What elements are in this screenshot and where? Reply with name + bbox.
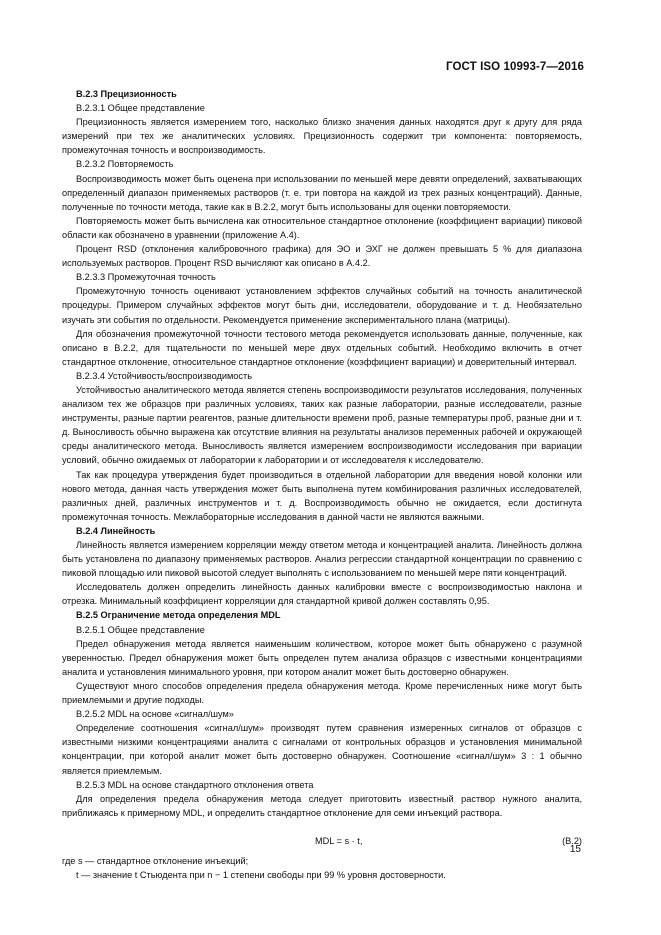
- document-body: [62, 87, 582, 882]
- section-heading: B.2.3 Прецизионность: [76, 89, 177, 99]
- subsection-heading: B.2.3.2 Повторяемость: [76, 159, 174, 170]
- where-clause: t — значение t Стьюдента при n − 1 степени свободы при 99 % уровня достоверности.: [76, 869, 446, 880]
- paragraph: Промежуточную точность оценивают установлением эффектов случайных событий на точность аналитической процедуры. Примером случайных эффектов могут быть дни, исследователи, оборудование и т. д. Необязательно изучать эти события по отдельности. Рекомендуется применение экспериментального плана (матрицы).: [62, 286, 582, 325]
- section-heading: B.2.4 Линейность: [76, 525, 156, 536]
- subsection-heading: B.2.3.4 Устойчивость/воспроизводимость: [76, 370, 252, 381]
- formula: MDL = s · t,: [315, 835, 363, 846]
- page-number: 15: [569, 844, 581, 855]
- paragraph: Воспроизводимость может быть оценена при использовании по меньшей мере девяти определений, захватывающих определенный диапазон применяемых растворов (т. е. три повтора на каждой из трех разных концентраций). Данные, полученные по точности метода, такие как в B.2.2, могут быть использованы для оценки повторяемости.: [62, 173, 582, 212]
- where-clause: где s — стандартное отклонение инъекций;: [62, 855, 249, 866]
- paragraph: Процент RSD (отклонения калибровочного графика) для ЭО и ЭХГ не должен превышать 5 % для диапазона используемых растворов. Процент RSD вычисляют как описано в А.4.2.: [62, 244, 582, 269]
- paragraph: Существуют много способов определения предела обнаружения метода. Кроме перечисленных ниже могут быть приемлемыми и другие подходы.: [62, 680, 582, 706]
- paragraph: Определение соотношения «сигнал/шум» производят путем сравнения измеренных сигналов от образцов с известными низкими концентрациями аналита с сигналами от контрольных образцов и установления минимальной концентрации, при которой аналит может быть достоверно обнаружен. Соотношение «сигнал/шум» 3 : 1 обычно является приемлемым.: [62, 723, 582, 776]
- paragraph: Для определения предела обнаружения метода следует приготовить известный раствор нужного аналита, приближаясь к примерному MDL, и определить стандартное отклонение для семи инъекций раствора.: [62, 793, 582, 818]
- subsection-heading: B.2.3.1 Общее представление: [76, 103, 205, 114]
- paragraph: Устойчивостью аналитического метода является степень воспроизводимости результатов исследования, полученных анализом тех же образцов при различных условиях, таких как разные лаборатории, разные исследователи, разные инструменты, разные партии реагентов, разные длительности времени проб, разные температуры проб, разные дни и т. д. Выносливость обычно выражена как отсутствие влияния на результаты анализов переменных рабочей и окружающей среды аналитического метода. Выносливость является измерением воспроизводимости исследования при вариации условий, обычно ожидаемых от лаборатории к лаборатории и от исследователя к исследователю.: [62, 384, 582, 466]
- formula-row: [62, 830, 582, 854]
- subsection-heading: B.2.3.3 Промежуточная точность: [76, 272, 216, 283]
- paragraph: Прецизионность является измерением того, насколько близко значения данных находятся друг к другу для ряда измерений при тех же аналитических условиях. Прецизионность содержит три компонента: повторяемость, промежуточная точность и воспроизводимость.: [62, 117, 582, 156]
- paragraph: Исследователь должен определить линейность данных калибровки вместе с воспроизводимостью наклона и отрезка. Минимальный коэффициент корреляции для стандартной кривой должен составлять 0,95.: [62, 582, 582, 607]
- paragraph: Для обозначения промежуточной точности тестового метода рекомендуется использовать данные, полученные, как описано в B.2.2, для тщательности по меньшей мере двух отдельных событий. Необходимо включить в отчет стандартное отклонение, относительное стандартное отклонение (коэффициент вариации) и доверительный интервал.: [62, 328, 582, 367]
- subsection-heading: B.2.5.3 MDL на основе стандартного отклонения ответа: [76, 779, 314, 790]
- subsection-heading: B.2.5.1 Общее представление: [76, 624, 205, 635]
- subsection-heading: B.2.5.2 MDL на основе «сигнал/шум»: [76, 709, 234, 720]
- paragraph: Повторяемость может быть вычислена как относительное стандартное отклонение (коэффициент вариации) пиковой области как обозначено в уравнении (приложение А.4).: [62, 215, 582, 240]
- paragraph: Предел обнаружения метода является наименьшим количеством, которое может быть обнаружено с разумной уверенностью. Предел обнаружения может быть определен путем анализа образцов с известными концентрациями аналита и установления минимального уровня, при котором аналит может быть достоверно обнаружен.: [62, 638, 582, 677]
- document-header: ГОСТ ISO 10993-7—2016: [446, 61, 584, 73]
- paragraph: Линейность является измерением корреляции между ответом метода и концентрацией аналита. Линейность должна быть установлена по диапазону применяемых растворов. Анализ регрессии стандартной концентрации по сравнению с пиковой площадью или пиковой высотой следует выполнять с использованием по меньшей мере пяти концентраций.: [62, 540, 582, 579]
- formula-number: (B.2): [562, 835, 582, 846]
- paragraph: Так как процедура утверждения будет производиться в отдельной лаборатории для введения новой колонки или нового метода, данная часть утверждения может быть выполнена путем комбинирования различных исследователей, различных дней, различных инструментов и т. д. Воспроизводимость обычно не ожидается, если достигнута промежуточная точность. Межлабораторные исследования в данной части не являются важными.: [62, 469, 582, 522]
- section-heading: B.2.5 Ограничение метода определения MDL: [76, 610, 281, 621]
